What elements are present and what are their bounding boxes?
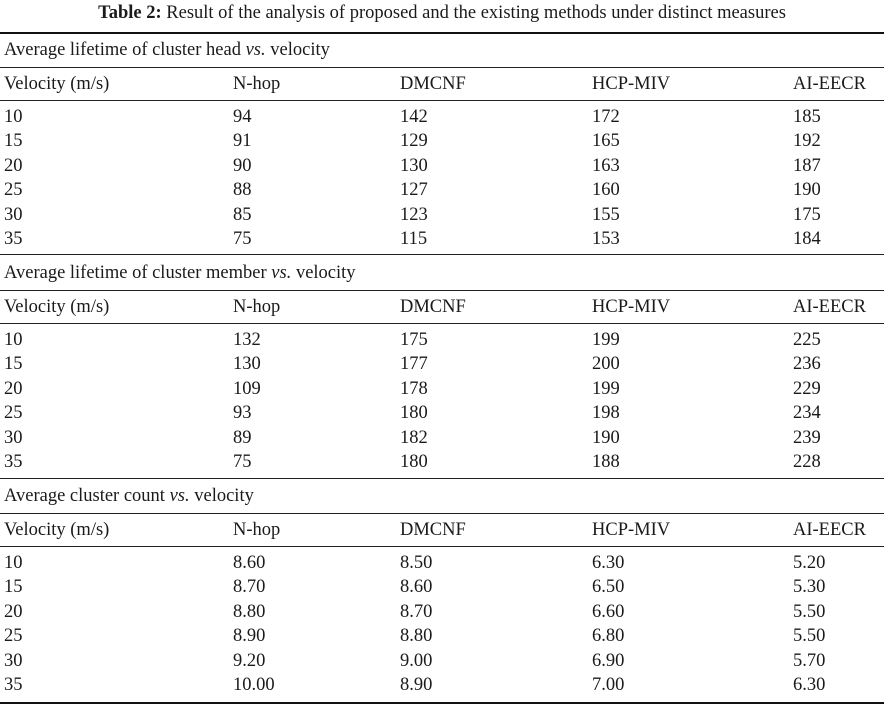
table-cell-velocity: 25 [4, 626, 23, 647]
column-header-nhop: N-hop [233, 297, 281, 317]
table-row [0, 328, 884, 352]
section-rule [0, 513, 884, 514]
table-cell-hcp-miv: 6.80 [592, 626, 625, 647]
table-caption [0, 0, 884, 26]
table-row [0, 203, 884, 227]
table-cell-velocity: 15 [4, 131, 23, 152]
column-header-dmcnf: DMCNF [400, 520, 466, 540]
table-cell-hcp-miv: 172 [592, 107, 620, 127]
section-title-cluster-count: Average cluster count vs. velocity [4, 486, 254, 506]
table-cell-nhop: 8.60 [233, 553, 266, 573]
table-cell-nhop: 75 [233, 229, 252, 249]
column-header-ai-eecr: AI-EECR [793, 74, 866, 94]
table-cell-dmcnf: 115 [400, 229, 428, 249]
table-cell-velocity: 25 [4, 180, 23, 201]
table-cell-dmcnf: 123 [400, 204, 428, 225]
table-cell-nhop: 130 [233, 354, 261, 375]
table-cell-dmcnf: 127 [400, 180, 428, 201]
table-bottom-rule [0, 702, 884, 704]
table-cell-ai-eecr: 234 [793, 403, 821, 424]
column-header-hcp-miv: HCP-MIV [592, 520, 671, 540]
table-cell-ai-eecr: 192 [793, 131, 821, 152]
table-cell-nhop: 109 [233, 378, 261, 399]
column-header-ai-eecr: AI-EECR [793, 297, 866, 317]
table-cell-velocity: 35 [4, 229, 23, 249]
table-cell-dmcnf: 130 [400, 155, 428, 176]
table-cell-ai-eecr: 190 [793, 180, 821, 201]
table-row [0, 377, 884, 401]
table-row [0, 426, 884, 450]
table-cell-nhop: 75 [233, 452, 252, 472]
table-cell-ai-eecr: 236 [793, 354, 821, 375]
table-cell-hcp-miv: 190 [592, 427, 620, 448]
table-cell-ai-eecr: 225 [793, 330, 821, 350]
table-cell-nhop: 85 [233, 204, 252, 225]
table-cell-nhop: 90 [233, 155, 252, 176]
column-header-nhop: N-hop [233, 74, 281, 94]
table-cell-ai-eecr: 229 [793, 378, 821, 399]
section-rule [0, 478, 884, 479]
table-cell-dmcnf: 129 [400, 131, 428, 152]
table-cell-velocity: 20 [4, 155, 23, 176]
table-cell-hcp-miv: 200 [592, 354, 620, 375]
section-rule [0, 67, 884, 68]
table-cell-velocity: 20 [4, 601, 23, 622]
table-row [0, 401, 884, 425]
table-row [0, 649, 884, 673]
table-row [0, 105, 884, 129]
table-cell-hcp-miv: 153 [592, 229, 620, 249]
table-cell-ai-eecr: 5.20 [793, 553, 826, 573]
column-header-dmcnf: DMCNF [400, 297, 466, 317]
table-cell-velocity: 20 [4, 378, 23, 399]
header-rule [0, 100, 884, 101]
table-cell-velocity: 30 [4, 204, 23, 225]
table-cell-hcp-miv: 6.30 [592, 553, 625, 573]
table-cell-nhop: 88 [233, 180, 252, 201]
table-row [0, 154, 884, 178]
table-row [0, 450, 884, 474]
table-cell-velocity: 15 [4, 354, 23, 375]
table-cell-dmcnf: 180 [400, 403, 428, 424]
table-cell-ai-eecr: 184 [793, 229, 821, 249]
section-rule [0, 254, 884, 255]
header-rule [0, 323, 884, 324]
table-cell-hcp-miv: 163 [592, 155, 620, 176]
table-cell-hcp-miv: 198 [592, 403, 620, 424]
table-cell-nhop: 8.80 [233, 601, 266, 622]
table-cell-hcp-miv: 188 [592, 452, 620, 472]
table-cell-velocity: 10 [4, 107, 23, 127]
table-caption-label: Table 2: [98, 3, 162, 23]
table-cell-ai-eecr: 5.30 [793, 577, 826, 598]
table-cell-hcp-miv: 160 [592, 180, 620, 201]
table-row [0, 227, 884, 251]
column-header-ai-eecr: AI-EECR [793, 520, 866, 540]
section-title-cluster-head: Average lifetime of cluster head vs. velocity [4, 40, 330, 60]
table-row [0, 600, 884, 624]
table-cell-hcp-miv: 6.90 [592, 650, 625, 671]
column-header-row [0, 295, 884, 319]
table-cell-velocity: 15 [4, 577, 23, 598]
table-cell-dmcnf: 8.80 [400, 626, 433, 647]
table-cell-nhop: 91 [233, 131, 252, 152]
column-header-nhop: N-hop [233, 520, 281, 540]
table-cell-dmcnf: 182 [400, 427, 428, 448]
table-top-rule [0, 32, 884, 34]
table-cell-velocity: 25 [4, 403, 23, 424]
table-cell-hcp-miv: 165 [592, 131, 620, 152]
table-caption-text: Result of the analysis of proposed and the existing methods under distinct measures [166, 3, 786, 23]
table-cell-hcp-miv: 155 [592, 204, 620, 225]
table-cell-velocity: 10 [4, 330, 23, 350]
table-cell-nhop: 9.20 [233, 650, 266, 671]
table-cell-hcp-miv: 7.00 [592, 675, 625, 695]
table-cell-velocity: 35 [4, 452, 23, 472]
table-cell-velocity: 35 [4, 675, 23, 695]
section-rule [0, 290, 884, 291]
column-header-velocity: Velocity (m/s) [4, 74, 110, 94]
table-cell-ai-eecr: 185 [793, 107, 821, 127]
table-row [0, 178, 884, 202]
table-cell-hcp-miv: 6.60 [592, 601, 625, 622]
column-header-velocity: Velocity (m/s) [4, 297, 110, 317]
table-cell-dmcnf: 178 [400, 378, 428, 399]
table-cell-dmcnf: 142 [400, 107, 428, 127]
table-cell-hcp-miv: 199 [592, 330, 620, 350]
table-cell-ai-eecr: 187 [793, 155, 821, 176]
table-cell-nhop: 8.90 [233, 626, 266, 647]
table-cell-dmcnf: 180 [400, 452, 428, 472]
table-cell-nhop: 8.70 [233, 577, 266, 598]
table-cell-dmcnf: 8.90 [400, 675, 433, 695]
table-row [0, 673, 884, 697]
table-cell-ai-eecr: 5.50 [793, 626, 826, 647]
table-cell-dmcnf: 8.60 [400, 577, 433, 598]
table-row [0, 551, 884, 575]
table-cell-hcp-miv: 6.50 [592, 577, 625, 598]
table-cell-nhop: 93 [233, 403, 252, 424]
table-cell-hcp-miv: 199 [592, 378, 620, 399]
table-cell-nhop: 94 [233, 107, 252, 127]
table-cell-ai-eecr: 5.50 [793, 601, 826, 622]
table-cell-dmcnf: 8.70 [400, 601, 433, 622]
table-cell-dmcnf: 8.50 [400, 553, 433, 573]
table-cell-velocity: 30 [4, 650, 23, 671]
table-cell-velocity: 10 [4, 553, 23, 573]
section-title-cluster-member: Average lifetime of cluster member vs. velocity [4, 263, 356, 283]
table-cell-ai-eecr: 5.70 [793, 650, 826, 671]
column-header-hcp-miv: HCP-MIV [592, 297, 671, 317]
table-row [0, 624, 884, 648]
table-cell-ai-eecr: 175 [793, 204, 821, 225]
table-cell-velocity: 30 [4, 427, 23, 448]
table-row [0, 129, 884, 153]
table-cell-ai-eecr: 228 [793, 452, 821, 472]
column-header-dmcnf: DMCNF [400, 74, 466, 94]
table-row [0, 352, 884, 376]
column-header-hcp-miv: HCP-MIV [592, 74, 671, 94]
table-cell-nhop: 132 [233, 330, 261, 350]
column-header-velocity: Velocity (m/s) [4, 520, 110, 540]
table-cell-ai-eecr: 239 [793, 427, 821, 448]
column-header-row [0, 518, 884, 542]
table-cell-nhop: 89 [233, 427, 252, 448]
table-row [0, 575, 884, 599]
table-cell-ai-eecr: 6.30 [793, 675, 826, 695]
table-cell-dmcnf: 9.00 [400, 650, 433, 671]
header-rule [0, 546, 884, 547]
table-cell-dmcnf: 175 [400, 330, 428, 350]
column-header-row [0, 72, 884, 96]
table-cell-nhop: 10.00 [233, 675, 275, 695]
table-cell-dmcnf: 177 [400, 354, 428, 375]
